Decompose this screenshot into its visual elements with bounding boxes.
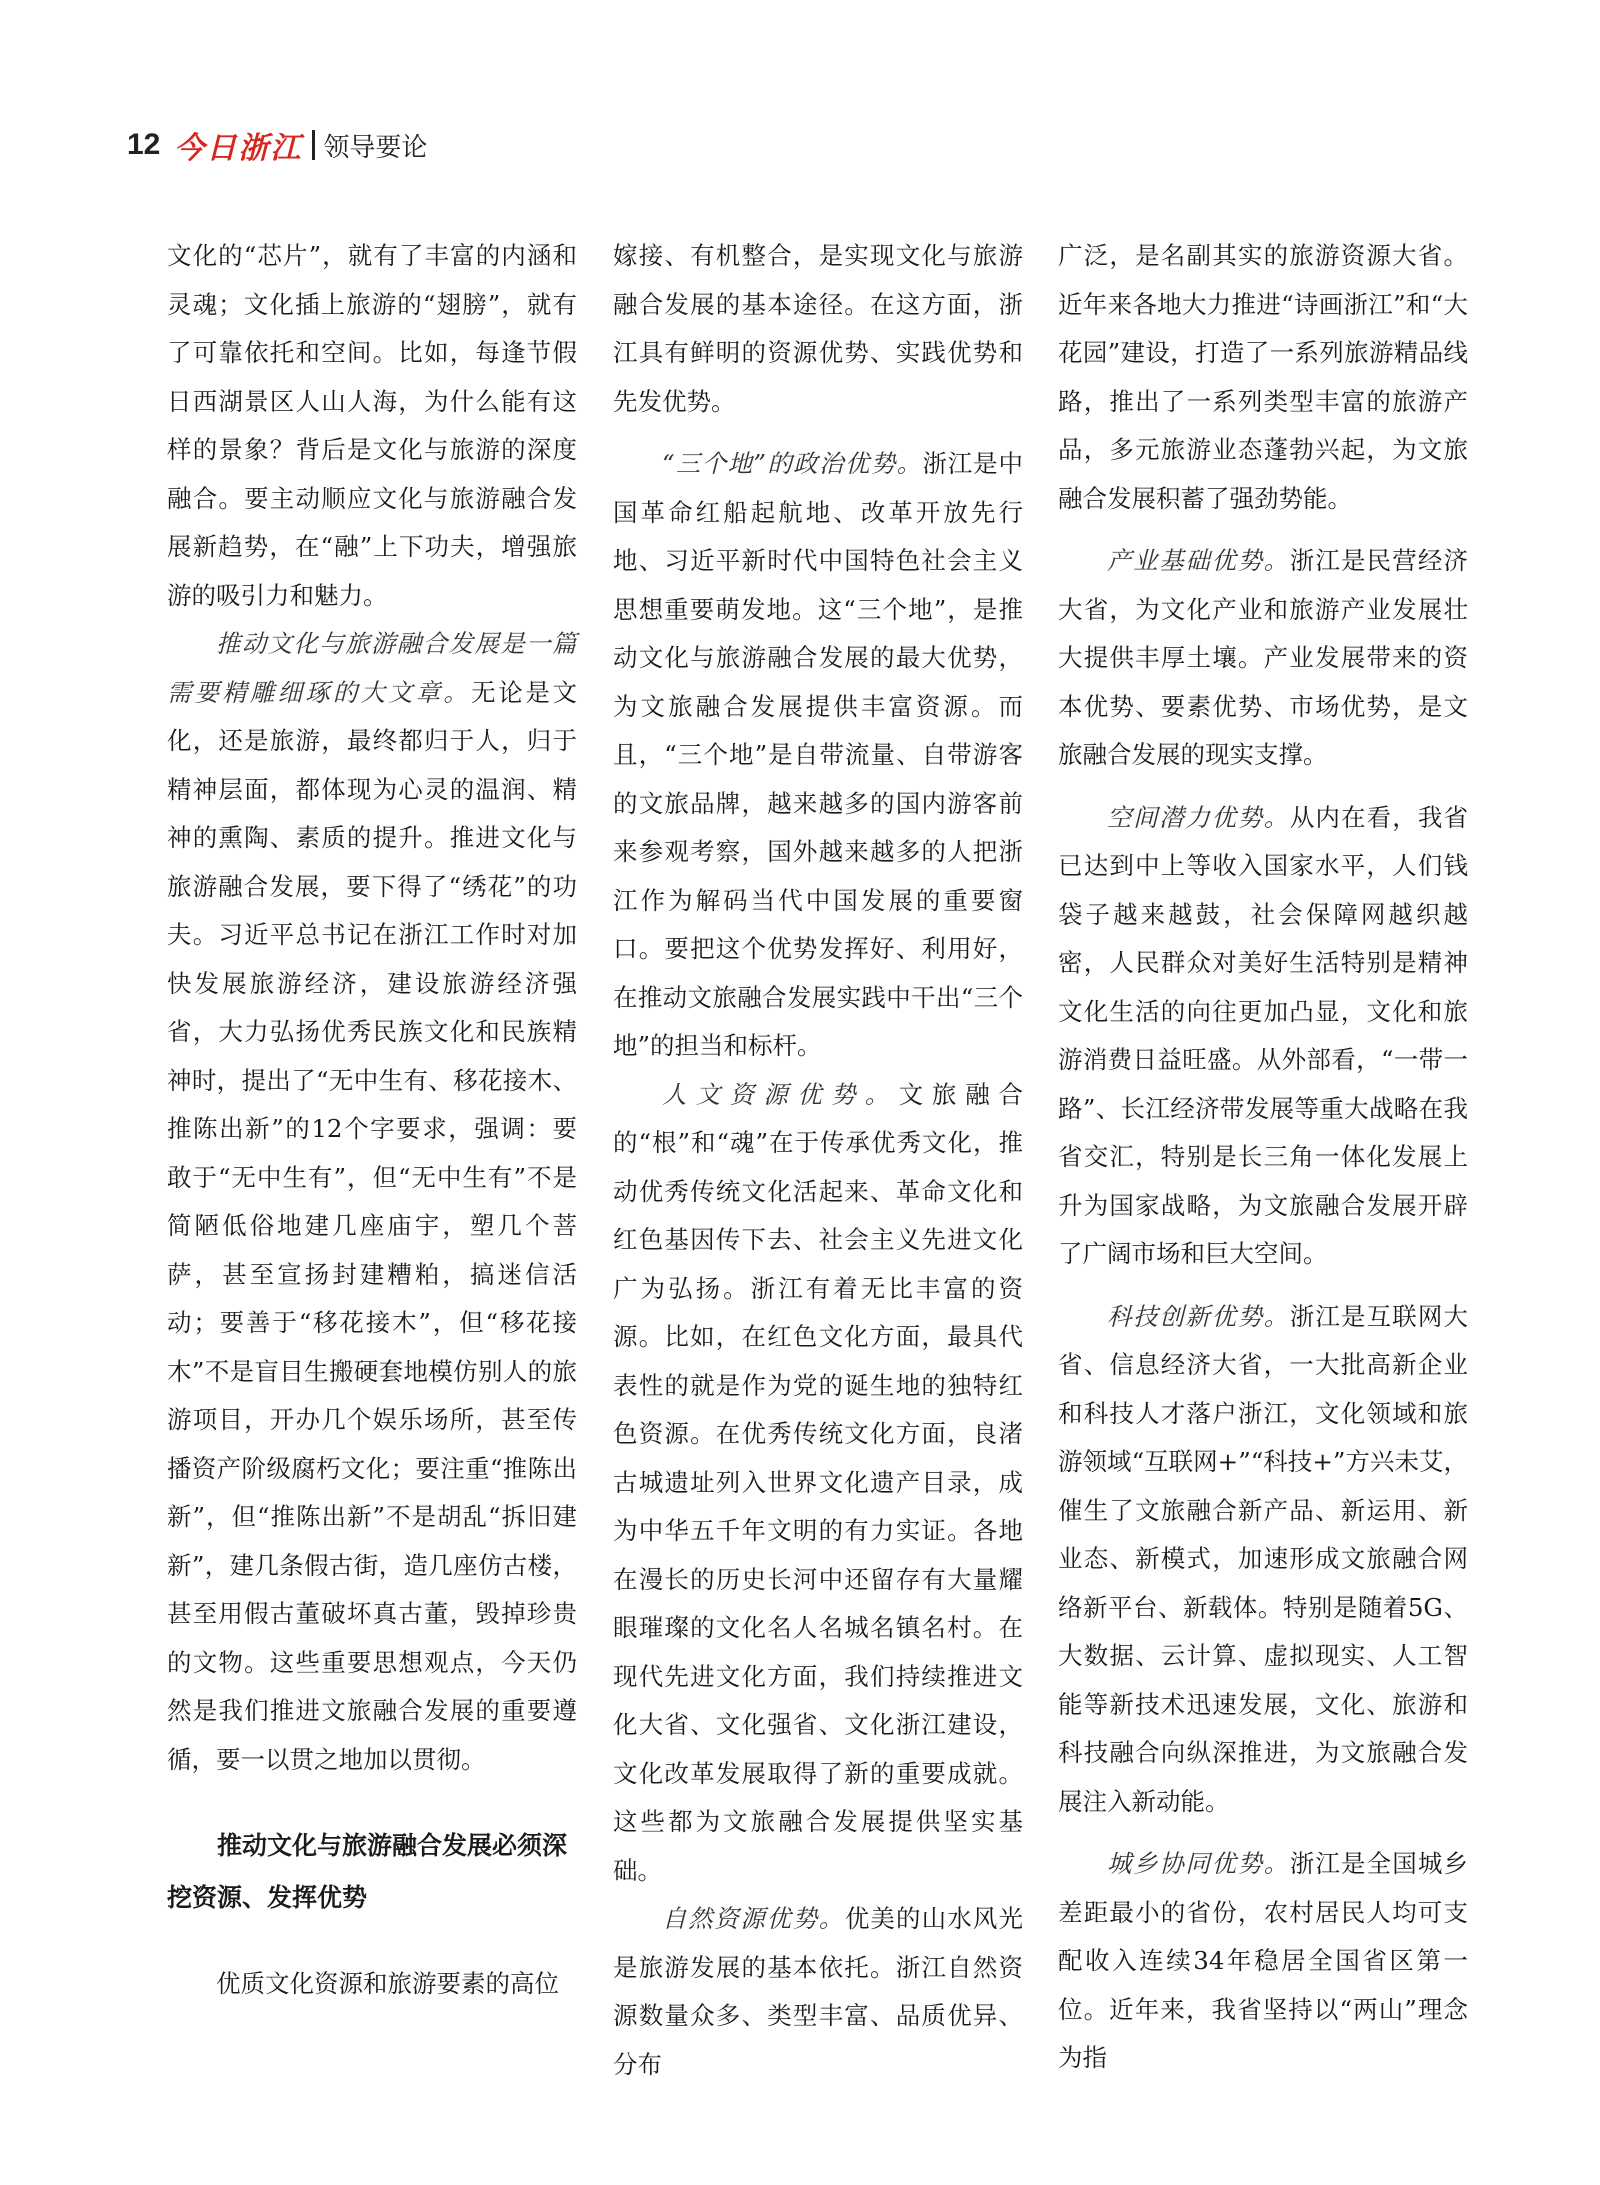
paragraph <box>1058 1840 1468 2083</box>
paragraph-body: 浙江是民营经济大省，为文化产业和旅游产业发展壮大提供丰厚土壤。产业发展带来的资本优势、要素优势、市场优势，是文旅融合发展的现实支撑。 <box>1058 546 1469 769</box>
paragraph: 优质文化资源和旅游要素的高位 <box>216 1969 559 1998</box>
paragraph-body: 浙江是全国城乡差距最小的省份，农村居民人均可支配收入连续34年稳居全国省区第一位。近年来，我省坚持以“两山”理念为指 <box>1058 1849 1469 2072</box>
paragraph <box>1058 1293 1468 1827</box>
section-heading: 推动文化与旅游融合发展必须深挖资源、发挥优势 <box>167 1831 568 1912</box>
paragraph-body: 浙江是互联网大省、信息经济大省，一大批高新企业和科技人才落户浙江，文化领域和旅游领域“互联网+”“科技+”方兴未艾，催生了文旅融合新产品、新运用、新业态、新模式，加速形成文旅融合网络新平台、新载体。特别是随着5G、大数据、云计算、虚拟现实、人工智能等新技术迅速发展，文化、旅游和科技融合向纵深推进，为文旅融合发展注入新动能。 <box>1058 1301 1469 1816</box>
paragraph-lead: 推动文化与旅游融合发展是一篇需要精雕细琢的大文章。 <box>167 629 577 707</box>
paragraph-lead: “三个地”的政治优势。 <box>662 449 923 478</box>
paragraph-lead: 空间潜力优势。 <box>1107 802 1290 832</box>
paragraph-lead: 科技创新优势。 <box>1107 1301 1290 1331</box>
paragraph: 嫁接、有机整合，是实现文化与旅游融合发展的基本途径。在这方面，浙江具有鲜明的资源优势、实践优势和先发优势。 <box>613 241 1023 416</box>
paragraph: 广泛，是名副其实的旅游资源大省。近年来各地大力推进“诗画浙江”和“大花园”建设，打造了一系列旅游精品线路，推出了一系列类型丰富的旅游产品，多元旅游业态蓬勃兴起，为文旅融合发展积蓄了强劲势能。 <box>1058 241 1468 513</box>
paragraph <box>613 440 1023 1071</box>
column-1 <box>167 232 577 2009</box>
paragraph-lead: 城乡协同优势。 <box>1107 1849 1290 1878</box>
paragraph-body: 文旅融合的“根”和“魂”在于传承优秀文化，推动优秀传统文化活起来、革命文化和红色基因传下去、社会主义先进文化广为弘扬。浙江有着无比丰富的资源。比如，在红色文化方面，最具代表性的就是作为党的诞生地的独特红色资源。在优秀传统文化方面，良渚古城遗址列入世界文化遗产目录，成为中华五千年文明的有力实证。各地在漫长的历史长河中还留存有大量耀眼璀璨的文化名人名城名镇名村。在现代先进文化方面，我们持续推进文化大省、文化强省、文化浙江建设，文化改革发展取得了新的重要成就。这些都为文旅融合发展提供坚实基础。 <box>613 1079 1024 1885</box>
paragraph-lead: 人文资源优势。 <box>662 1079 899 1109</box>
header-divider <box>312 130 315 160</box>
paragraph-body: 无论是文化，还是旅游，最终都归于人，归于精神层面，都体现为心灵的温润、精神的熏陶、素质的提升。推进文化与旅游融合发展，要下得了“绣花”的功夫。习近平总书记在浙江工作时对加快发展旅游经济，建设旅游经济强省，大力弘扬优秀民族文化和民族精神时，提出了“无中生有、移花接木、推陈出新”的12个字要求，强调：要敢于“无中生有”，但“无中生有”不是简陋低俗地建几座庙宇，塑几个菩萨，甚至宣扬封建糟粕，搞迷信活动；要善于“移花接木”，但“移花接木”不是盲目生搬硬套地模仿别人的旅游项目，开办几个娱乐场所，甚至传播资产阶级腐朽文化；要注重“推陈出新”，但“推陈出新”不是胡乱“拆旧建新”，建几条假古街，造几座仿古楼，甚至用假古董破坏真古董，毁掉珍贵的文物。这些重要思想观点，今天仍然是我们推进文旅融合发展的重要遵循，要一以贯之地加以贯彻。 <box>167 677 578 1774</box>
paragraph-lead: 自然资源优势。 <box>662 1904 845 1933</box>
paragraph-body: 优美的山水风光是旅游发展的基本依托。浙江自然资源数量众多、类型丰富、品质优异、分布 <box>613 1904 1024 2079</box>
paragraph <box>613 1895 1023 2089</box>
section-title: 领导要论 <box>323 132 428 163</box>
magazine-logo: 今日浙江 <box>174 131 303 166</box>
paragraph-body: 从内在看，我省已达到中上等收入国家水平，人们钱袋子越来越鼓，社会保障网越织越密，人民群众对美好生活特别是精神文化生活的向往更加凸显，文化和旅游消费日益旺盛。从外部看，“一带一路”、长江经济带发展等重大战略在我省交汇，特别是长三角一体化发展上升为国家战略，为文旅融合发展开辟了广阔市场和巨大空间。 <box>1058 802 1469 1268</box>
paragraph <box>1058 794 1468 1279</box>
column-2 <box>613 232 1023 2089</box>
paragraph <box>1058 537 1468 780</box>
page-number: 12 <box>127 128 161 161</box>
column-3 <box>1058 232 1468 2083</box>
paragraph-body: 浙江是中国革命红船起航地、改革开放先行地、习近平新时代中国特色社会主义思想重要萌发地。这“三个地”，是推动文化与旅游融合发展的最大优势，为文旅融合发展提供丰富资源。而且，“三个地”是自带流量、自带游客的文旅品牌，越来越多的国内游客前来参观考察，国外越来越多的人把浙江作为解码当代中国发展的重要窗口。要把这个优势发挥好、利用好，在推动文旅融合发展实践中干出“三个地”的担当和标杆。 <box>613 449 1023 1060</box>
paragraph <box>167 620 577 1784</box>
paragraph-lead: 产业基础优势。 <box>1107 546 1290 575</box>
paragraph <box>613 1071 1023 1896</box>
page-header <box>127 122 427 168</box>
paragraph: 文化的“芯片”，就有了丰富的内涵和灵魂；文化插上旅游的“翅膀”，就有了可靠依托和空间。比如，每逢节假日西湖景区人山人海，为什么能有这样的景象？背后是文化与旅游的深度融合。要主动顺应文化与旅游融合发展新趋势，在“融”上下功夫，增强旅游的吸引力和魅力。 <box>167 241 577 610</box>
